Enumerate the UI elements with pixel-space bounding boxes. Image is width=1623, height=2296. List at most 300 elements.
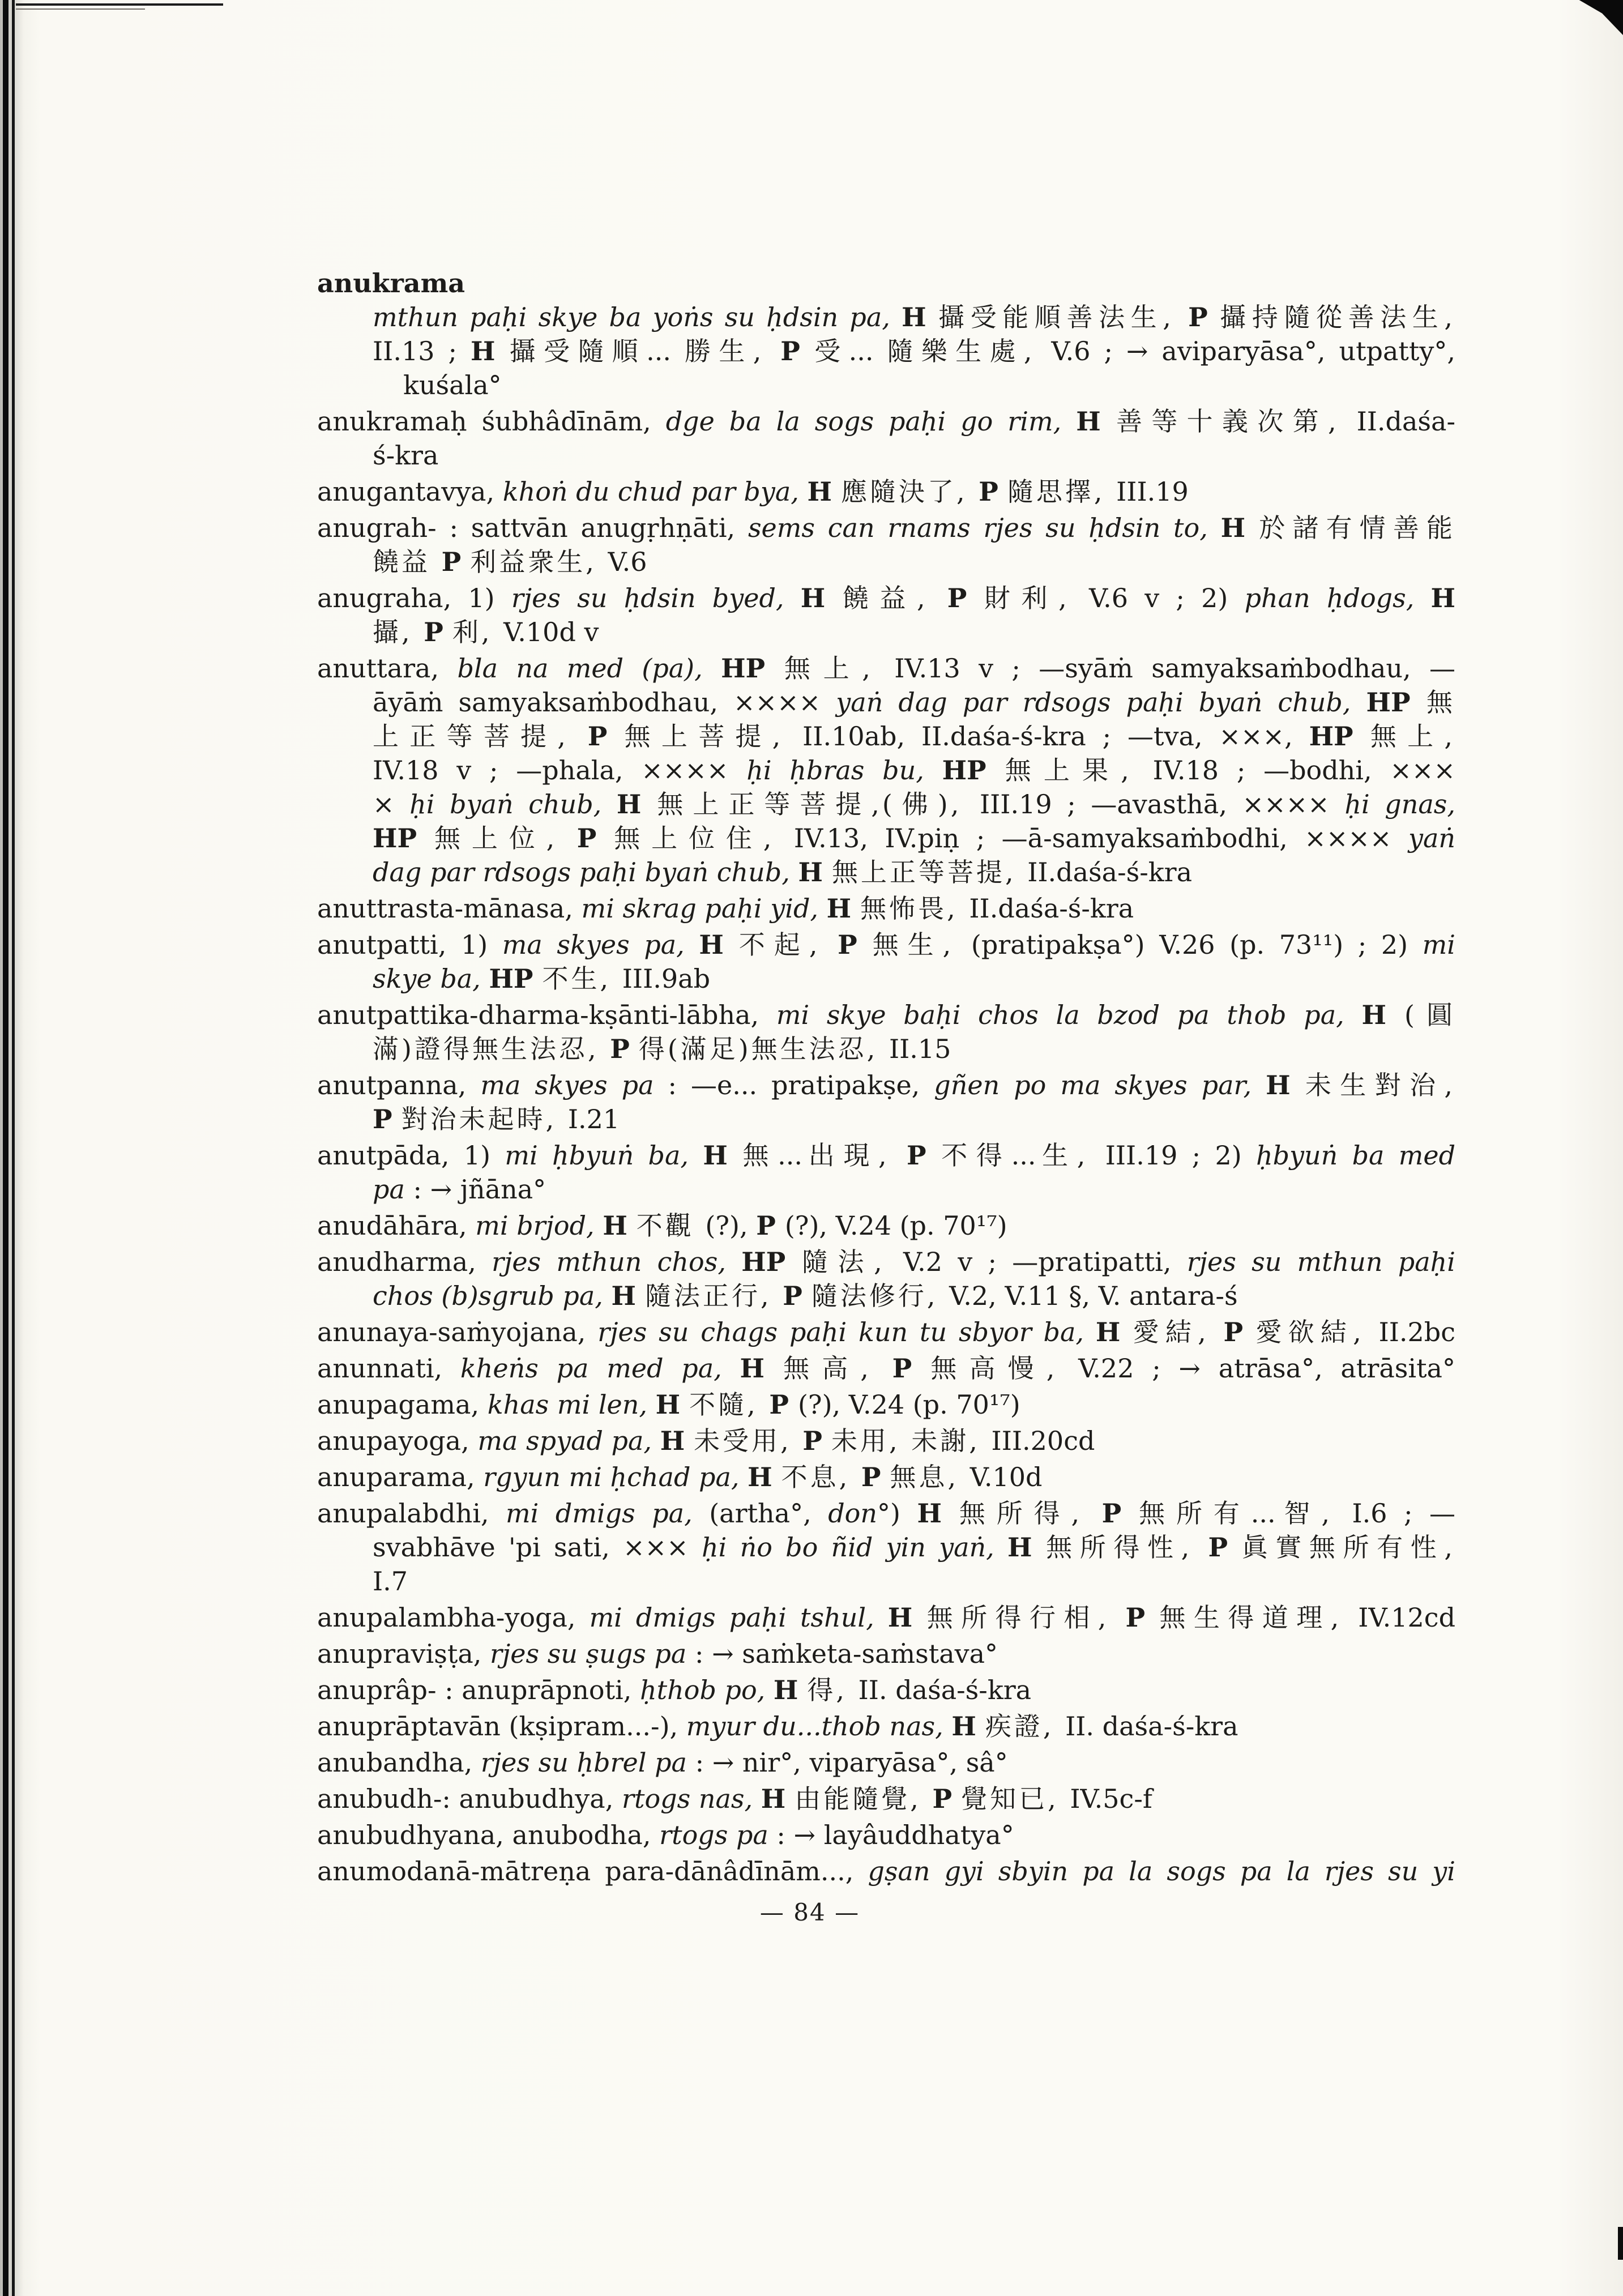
siglum: P (838, 929, 873, 960)
latin-text: anugantavya, (317, 476, 503, 507)
siglum: HP (373, 823, 434, 853)
dictionary-entry (317, 998, 1455, 1066)
latin-text: anuparama, (317, 1462, 484, 1492)
latin-text: ) (890, 1498, 917, 1529)
tibetan-transliteration: kheṅs pa med pa, (460, 1353, 740, 1384)
tibetan-transliteration: chos (b)sgrub pa, (373, 1281, 612, 1311)
text-line (317, 1673, 1455, 1707)
dictionary-entry (317, 511, 1455, 579)
latin-text: anukramaḥ śubhâdīnām, (317, 406, 666, 437)
text-line (373, 334, 1455, 368)
latin-text: anupraviṣṭa, (317, 1638, 490, 1669)
tibetan-transliteration: rjes su ḥbrel pa (480, 1747, 687, 1778)
latin-text: V.2, V.11 §, V. antara-ś (949, 1281, 1238, 1311)
scan-artifact (16, 3, 223, 6)
latin-text: I.21 (567, 1104, 620, 1134)
latin-text: (?), V.24 (p. 70¹⁷) (784, 1210, 1007, 1241)
text-line (317, 581, 1455, 615)
dictionary-entry (317, 1424, 1455, 1458)
dictionary-entry (317, 1138, 1455, 1206)
dictionary-entry (317, 1245, 1455, 1313)
latin-text: anuttara, (317, 653, 458, 684)
chinese-gloss: 無所得性, (1046, 1532, 1208, 1563)
latin-text: IV.13 v ; —syāṁ samyaksaṁbodhau, — (894, 653, 1456, 684)
text-line (317, 404, 1455, 438)
dictionary-entry (317, 1601, 1455, 1634)
chinese-gloss: 生, (1036, 1140, 1105, 1171)
siglum: P (1125, 1602, 1160, 1633)
dictionary-entry (317, 1818, 1455, 1852)
chinese-gloss: 無上, (784, 653, 895, 684)
latin-text: II.daśa- (1356, 406, 1455, 437)
text-line (317, 1854, 1455, 1888)
tibetan-transliteration: ḥthob po, (640, 1675, 774, 1705)
latin-text: V.2 v ; —pratipatti, (903, 1247, 1187, 1277)
latin-text: III.20cd (991, 1426, 1095, 1456)
tibetan-transliteration: ma skyes pa, (502, 929, 699, 960)
siglum: H (807, 476, 842, 507)
latin-text: II.daśa-ś-kra (1027, 857, 1193, 887)
chinese-gloss: 得(滿足)無生法忍, (638, 1034, 889, 1064)
latin-text: III.9ab (622, 963, 711, 994)
text-line (317, 1637, 1455, 1671)
siglum: H (748, 1462, 781, 1492)
text-line (373, 821, 1455, 855)
chinese-gloss: 善等十義次第, (1116, 406, 1357, 437)
siglum: H (740, 1353, 784, 1384)
siglum: H (1095, 1317, 1133, 1347)
dictionary-entry (317, 1388, 1455, 1422)
siglum: P (424, 617, 452, 647)
dictionary-entry (317, 1782, 1455, 1816)
chinese-gloss: 利益衆生, (470, 547, 608, 577)
chinese-gloss: 無所得行相, (926, 1602, 1126, 1633)
tibetan-transliteration: yaṅ (1408, 823, 1455, 853)
text-line (373, 1279, 1455, 1313)
tibetan-transliteration: mi dmigs paḥi tshul, (589, 1602, 888, 1633)
tibetan-transliteration: mi brjod, (475, 1210, 603, 1241)
latin-text: anudāhāra, (317, 1210, 476, 1241)
dictionary-entry (317, 1637, 1455, 1671)
dictionary-entry (317, 1460, 1455, 1494)
dictionary-entry (317, 581, 1455, 649)
chinese-gloss: 疾證, (985, 1711, 1066, 1742)
chinese-gloss: 隨法, (801, 1247, 903, 1277)
siglum: H (1220, 513, 1259, 543)
text-line (317, 1388, 1455, 1422)
chinese-gloss: 饒益 (373, 547, 442, 577)
tibetan-transliteration: dag par rdsogs paḥi byaṅ chub, (373, 857, 798, 887)
tibetan-transliteration: rjes mthun chos, (492, 1247, 742, 1277)
dictionary-entry (317, 1496, 1455, 1598)
text-line (317, 1709, 1455, 1743)
latin-text: āyāṁ samyaksaṁbodhau, ×××× (373, 687, 836, 718)
latin-text: (?), (705, 1210, 757, 1241)
chinese-gloss: 無上正等菩提, (831, 857, 1028, 887)
latin-text: anubudh-: anubudhya, (317, 1783, 622, 1814)
latin-text: IV.12cd (1358, 1602, 1456, 1633)
text-line (373, 719, 1455, 753)
latin-text: : → jñāna° (404, 1174, 546, 1205)
latin-text: II. daśa-ś-kra (858, 1675, 1032, 1705)
latin-text: anunaya-saṁyojana, (317, 1317, 598, 1347)
latin-text: (?), V.24 (p. 70¹⁷) (797, 1389, 1020, 1420)
chinese-gloss: 攝持隨從善法生, (1220, 302, 1456, 332)
text-line (403, 368, 1455, 402)
text-line (373, 753, 1455, 787)
siglum: H (917, 1498, 959, 1529)
latin-text: anupalambha-yoga, (317, 1602, 590, 1633)
tibetan-transliteration: skye ba, (373, 963, 489, 994)
chinese-gloss: 受 (814, 336, 849, 366)
siglum: H (660, 1426, 694, 1456)
siglum: H (773, 1675, 808, 1705)
latin-text: II.daśa-ś-kra (969, 893, 1134, 924)
latin-text: ... (1011, 1140, 1036, 1171)
tibetan-transliteration: gṣan gyi sbyin pa la sogs pa la rjes su yi (868, 1856, 1456, 1887)
siglum: H (1076, 406, 1116, 437)
text-line (373, 615, 1455, 649)
tibetan-transliteration: gñen po ma skyes par, (934, 1070, 1266, 1100)
latin-text: V.22 ; → atrāsa°, atrāsita° (1078, 1353, 1455, 1384)
latin-text: IV.18 ; —bodhi, ××× (1152, 755, 1455, 786)
latin-text: anutpatti, 1) (317, 929, 502, 960)
text-line (317, 1209, 1455, 1243)
latin-text: V.10d v (503, 617, 599, 647)
siglum: P (861, 1462, 890, 1492)
latin-text: III.19 ; 2) (1105, 1140, 1256, 1171)
chinese-gloss: 無息, (890, 1462, 970, 1492)
chinese-gloss: 無上位, (434, 823, 577, 853)
text-line (317, 891, 1455, 925)
dictionary-entry (317, 1746, 1455, 1779)
text-line (317, 1245, 1455, 1279)
tibetan-transliteration: rtogs pa (659, 1820, 768, 1850)
chinese-gloss: 無高, (783, 1353, 892, 1384)
dictionary-entry (317, 1854, 1455, 1888)
siglum: P (906, 1140, 942, 1171)
latin-text: anupagama, (317, 1389, 488, 1420)
tibetan-transliteration: mthun paḥi skye ba yoṅs su ḥdsin pa, (373, 302, 902, 332)
siglum: H (951, 1711, 985, 1742)
chinese-gloss: 未用, 未謝, (831, 1426, 992, 1456)
latin-text: ... (1250, 1498, 1276, 1529)
tibetan-transliteration: rgyun mi ḥchad pa, (483, 1462, 748, 1492)
tibetan-transliteration: ḥi byaṅ chub, (409, 789, 617, 820)
latin-text: anutpattika-dharma-kṣānti-lābha, (317, 1000, 776, 1030)
chinese-gloss: 隨思擇, (1007, 476, 1117, 507)
scan-artifact (1573, 0, 1623, 35)
chinese-gloss: (圓 (1404, 1000, 1456, 1030)
text-line (373, 545, 1455, 579)
chinese-gloss: 無怖畏, (860, 893, 969, 924)
chinese-gloss: 應隨決了, (841, 476, 979, 507)
dictionary-entry (317, 475, 1455, 509)
chinese-gloss: 無 (742, 1140, 778, 1171)
chinese-gloss: 利, (452, 617, 504, 647)
latin-text: (artha°, (709, 1498, 828, 1529)
latin-text: ... (646, 336, 685, 366)
dictionary-entry (317, 1315, 1455, 1349)
chinese-gloss: 出現, (802, 1140, 907, 1171)
siglum: P (1101, 1498, 1139, 1529)
latin-text: (pratipakṣa°) V.26 (p. 73¹¹) ; 2) (971, 929, 1423, 960)
dictionary-entry (317, 1209, 1455, 1243)
latin-text: anuprâp- : anuprāpnoti, (317, 1675, 640, 1705)
scan-artifact (16, 8, 145, 10)
latin-text: × (373, 789, 410, 820)
chinese-gloss: 隨法修行, (811, 1281, 950, 1311)
text-line (317, 266, 1455, 300)
text-line (373, 685, 1455, 719)
tibetan-transliteration: rjes su ṣugs pa (490, 1638, 687, 1669)
latin-text: : —e... pratipakṣe, (654, 1070, 934, 1100)
text-line (373, 1102, 1455, 1136)
chinese-gloss: 隨樂生處, (887, 336, 1052, 366)
page-number: — 84 — (759, 1898, 860, 1926)
chinese-gloss: 眞實無所有性, (1241, 1532, 1456, 1563)
latin-text: anuprāptavān (kṣipram...-), (317, 1711, 686, 1742)
latin-text: kuśala° (403, 370, 502, 400)
tibetan-transliteration: rjes su chags paḥi kun tu sbyor ba, (597, 1317, 1096, 1347)
text-line (317, 1138, 1455, 1172)
siglum: HP (1309, 721, 1370, 752)
chinese-gloss: 隨法正行, (645, 1281, 783, 1311)
chinese-gloss: 未生對治, (1305, 1070, 1455, 1100)
latin-text: V.10d (969, 1462, 1043, 1492)
chinese-gloss: 不生, (542, 963, 622, 994)
siglum: HP (489, 963, 543, 994)
siglum: P (892, 1353, 931, 1384)
siglum: P (780, 336, 815, 366)
text-line (373, 855, 1455, 889)
siglum: P (1208, 1532, 1242, 1563)
chinese-gloss: 智, (1275, 1498, 1352, 1529)
chinese-gloss: 無上, (1370, 721, 1456, 752)
tibetan-transliteration: ḥi ṅo bo ñid yin yaṅ, (701, 1532, 1007, 1563)
dictionary-entry (317, 1673, 1455, 1707)
chinese-gloss: 未受用, (694, 1426, 803, 1456)
siglum: P (441, 547, 471, 577)
dictionary-content (317, 266, 1455, 1890)
siglum: P (1223, 1317, 1256, 1347)
chinese-gloss: 由能隨覺, (795, 1783, 933, 1814)
siglum: H (611, 1281, 645, 1311)
siglum: H (470, 336, 510, 366)
chinese-gloss: 愛結, (1133, 1317, 1224, 1347)
siglum: P (576, 823, 614, 853)
tibetan-transliteration: bla na med (pa), (457, 653, 721, 684)
tibetan-transliteration: myur du...thob nas, (686, 1711, 952, 1742)
latin-text: II.10ab, II.daśa-ś-kra ; —tva, ×××, (802, 721, 1309, 752)
latin-text: III.19 (1116, 476, 1189, 507)
text-line (317, 511, 1455, 545)
siglum: H (826, 893, 861, 924)
text-line (373, 1530, 1455, 1564)
latin-text: anugrah- : sattvān anugṛhṇāti, (317, 513, 748, 543)
siglum: P (610, 1034, 639, 1064)
tibetan-transliteration: mi ḥbyuṅ ba, (505, 1140, 703, 1171)
latin-text: II.13 ; (373, 336, 471, 366)
latin-text: anupalabdhi, (317, 1498, 506, 1529)
latin-text: anubudhyana, anubodha, (317, 1820, 660, 1850)
latin-text: V.6 ; → aviparyāsa°, utpatty°, (1051, 336, 1456, 366)
chinese-gloss: 不得 (941, 1140, 1011, 1171)
latin-text: anubandha, (317, 1747, 481, 1778)
tibetan-transliteration: ḥbyuṅ ba med (1255, 1140, 1456, 1171)
tibetan-transliteration: ma skyes pa (480, 1070, 654, 1100)
latin-text: : → layâuddhatya° (768, 1820, 1014, 1850)
dictionary-entry (317, 404, 1455, 472)
text-line (373, 1172, 1455, 1206)
text-line (317, 1351, 1455, 1385)
dictionary-entry (317, 1709, 1455, 1743)
siglum: P (947, 583, 984, 613)
siglum: P (587, 721, 625, 752)
siglum: H (616, 789, 657, 820)
chinese-gloss: 於諸有情善能 (1259, 513, 1456, 543)
latin-text: ... (778, 1140, 803, 1171)
chinese-gloss: 無所得, (959, 1498, 1102, 1529)
siglum: H (703, 1140, 743, 1171)
siglum: HP (721, 653, 784, 684)
latin-text: anunnati, (317, 1353, 460, 1384)
chinese-gloss: 覺知已, (961, 1783, 1070, 1814)
tibetan-transliteration: ḥi gnas, (1344, 789, 1455, 820)
latin-text: anuttrasta-mānasa, (317, 893, 582, 924)
tibetan-transliteration: rjes su mthun paḥi (1186, 1247, 1455, 1277)
latin-text: svabhāve 'pi sati, ××× (373, 1532, 702, 1563)
dictionary-entry (317, 651, 1455, 889)
text-line (373, 962, 1455, 996)
text-line (317, 1315, 1455, 1349)
siglum: HP (942, 755, 1005, 786)
dictionary-entry (317, 928, 1455, 996)
latin-text: anupayoga, (317, 1426, 478, 1456)
chinese-gloss: 饒益, (842, 583, 947, 613)
siglum: H (699, 929, 739, 960)
chinese-gloss: 無生得道理, (1159, 1602, 1359, 1633)
chinese-gloss: 上正等菩提, (373, 721, 588, 752)
latin-text: anutpanna, (317, 1070, 481, 1100)
chinese-gloss: 無所有 (1139, 1498, 1251, 1529)
chinese-gloss: 攝受能順善法生, (938, 302, 1189, 332)
siglum: H (603, 1210, 637, 1241)
siglum: P (1188, 302, 1220, 332)
latin-text: III.19 ; —avasthā, ×××× (979, 789, 1345, 820)
siglum: P (783, 1281, 812, 1311)
chinese-gloss: 愛欲結, (1255, 1317, 1379, 1347)
siglum: H (1361, 1000, 1404, 1030)
chinese-gloss: 無上果, (1005, 755, 1153, 786)
siglum: H (1007, 1532, 1047, 1563)
chinese-gloss: 不觀 (636, 1210, 706, 1241)
chinese-gloss: 無高慢, (930, 1353, 1079, 1384)
siglum: P (932, 1783, 962, 1814)
chinese-gloss: 財利, (984, 583, 1089, 613)
chinese-gloss: 無 (1426, 687, 1455, 718)
latin-text: anutpāda, 1) (317, 1140, 505, 1171)
latin-text: : → nir°, viparyāsa°, sâ° (686, 1747, 1008, 1778)
chinese-gloss: 不隨, (689, 1389, 770, 1420)
latin-text: II.2bc (1378, 1317, 1456, 1347)
siglum: H (655, 1389, 690, 1420)
siglum: P (373, 1104, 402, 1134)
siglum: H (887, 1602, 927, 1633)
latin-text: anudharma, (317, 1247, 492, 1277)
text-line (317, 1601, 1455, 1634)
chinese-gloss: 無上位住, (614, 823, 794, 853)
scan-artifact (3, 0, 8, 2296)
chinese-gloss: 對治未起時, (401, 1104, 568, 1134)
dictionary-entry (317, 266, 1455, 402)
tibetan-transliteration: don° (828, 1498, 891, 1529)
siglum: H (1266, 1070, 1305, 1100)
chinese-gloss: 無上菩提, (624, 721, 803, 752)
text-line (317, 475, 1455, 509)
dictionary-entry (317, 891, 1455, 925)
chinese-gloss: 無生, (872, 929, 971, 960)
text-line (373, 787, 1455, 821)
latin-text: anumodanā-mātreṇa para-dānâdīnām..., (317, 1856, 868, 1887)
text-line (317, 1496, 1455, 1530)
latin-text: ś-kra (373, 440, 439, 471)
siglum: anukrama (317, 268, 465, 298)
latin-text: V.6 (608, 547, 647, 577)
siglum: H (800, 583, 843, 613)
siglum: H (761, 1783, 795, 1814)
dictionary-entry (317, 1351, 1455, 1385)
tibetan-transliteration: rjes su ḥdsin byed, (511, 583, 801, 613)
latin-text: : → saṁketa-saṁstava° (686, 1638, 998, 1669)
latin-text: IV.18 v ; —phala, ×××× (373, 755, 747, 786)
chinese-gloss: 攝, (373, 617, 424, 647)
chinese-gloss: 得, (807, 1675, 859, 1705)
text-line (317, 1424, 1455, 1458)
tibetan-transliteration: mi (1422, 929, 1456, 960)
chinese-gloss: 勝生, (685, 336, 781, 366)
tibetan-transliteration: ma spyad pa, (477, 1426, 660, 1456)
scan-artifact (12, 0, 15, 2296)
latin-text: anugraha, 1) (317, 583, 511, 613)
tibetan-transliteration: mi dmigs pa, (506, 1498, 710, 1529)
latin-text: V.6 v ; 2) (1088, 583, 1245, 613)
siglum: HP (1366, 687, 1426, 718)
tibetan-transliteration: khoṅ du chud par bya, (502, 476, 808, 507)
chinese-gloss: 不息, (781, 1462, 861, 1492)
siglum: H (798, 857, 832, 887)
latin-text: I.7 (373, 1566, 408, 1597)
latin-text: II. daśa-ś-kra (1065, 1711, 1238, 1742)
siglum: P (802, 1426, 832, 1456)
chinese-gloss: 無上正等菩提,(佛), (657, 789, 980, 820)
siglum: P (979, 476, 1007, 507)
dictionary-entry (317, 1068, 1455, 1136)
text-line (373, 1564, 1455, 1598)
text-line (317, 1746, 1455, 1779)
tibetan-transliteration: mi skye baḥi chos la bzod pa thob pa, (776, 1000, 1362, 1030)
tibetan-transliteration: yaṅ dag par rdsogs paḥi byaṅ chub, (836, 687, 1366, 718)
tibetan-transliteration: ḥi ḥbras bu, (746, 755, 942, 786)
text-line (317, 651, 1455, 685)
latin-text: ... (848, 336, 887, 366)
tibetan-transliteration: sems can rnams rjes su ḥdsin to, (748, 513, 1221, 543)
tibetan-transliteration: pa (373, 1174, 405, 1205)
chinese-gloss: 滿)證得無生法忍, (373, 1034, 610, 1064)
text-line (317, 998, 1455, 1032)
text-line (317, 928, 1455, 962)
text-line (373, 438, 1455, 472)
